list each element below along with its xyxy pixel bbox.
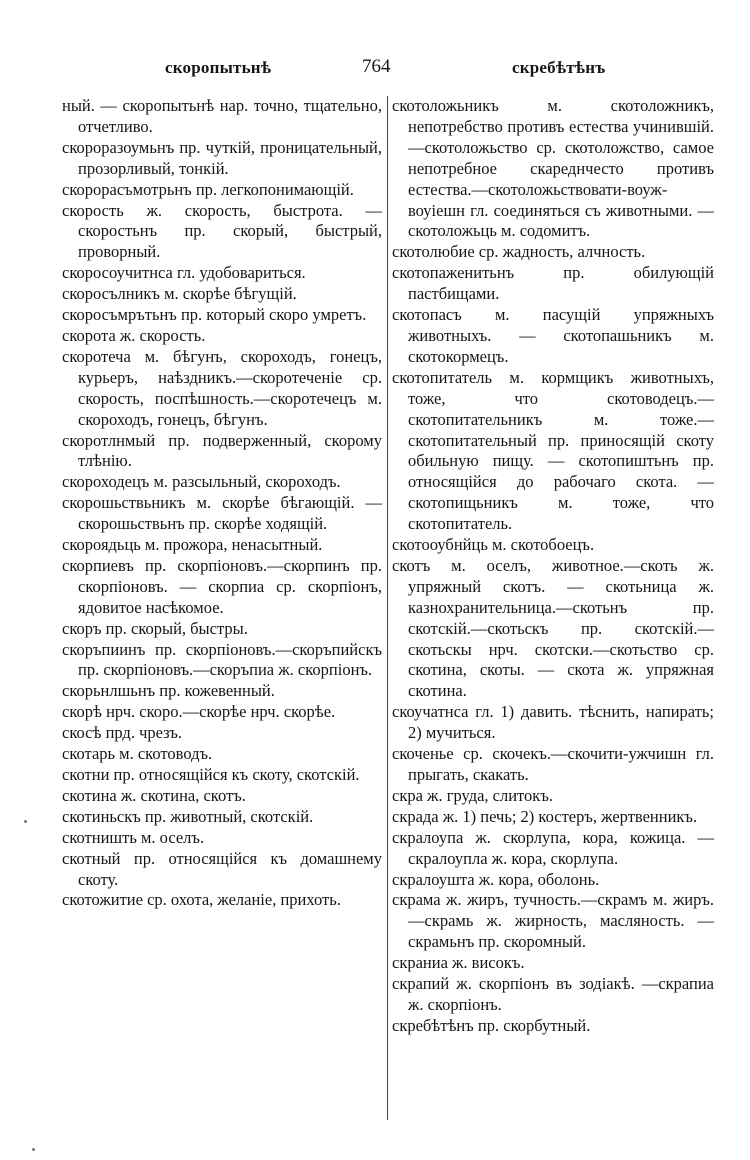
- dictionary-entry: скребѣтѣнъ пр. скорбутный.: [392, 1015, 591, 1035]
- dictionary-entry: скрама ж. жиръ, тучность.—скрамъ м. жиръ.—скрамь ж. жирность, масляность. — скрамьнъ пр. скоромный.: [392, 890, 714, 952]
- dictionary-entry: скороразоумьнъ пр. чуткій, проницательный, прозорливый, тонкій.: [62, 137, 382, 178]
- dictionary-entry: скотопитатель м. кормщикъ животныхъ, тоже, что скотоводецъ.—скотопитательникъ м. тоже.—скотопитательный пр. приносящій скоту обильную пищу. — скотопиштьнъ пр. относящійся до рабочаго скота. —скотопищьникъ м. тоже, что скотопитатель.: [392, 367, 714, 534]
- dictionary-entry: скоченье ср. скочекъ.—скочити-ужчишн гл. прыгать, скакать.: [392, 744, 714, 784]
- dictionary-entry: скороходецъ м. разсыльный, скороходъ.: [62, 472, 341, 492]
- right-column: [392, 96, 714, 1037]
- left-guide-word: скоропытьнѣ: [165, 58, 272, 77]
- dictionary-entry: скороядьць м. прожора, ненасытный.: [62, 535, 323, 555]
- dictionary-entry: ный. — скоропытьнѣ нар. точно, тщательно, отчетливо.: [62, 96, 382, 136]
- right-guide-word: скребѣтѣнъ: [512, 58, 606, 77]
- running-header: [0, 56, 750, 84]
- dictionary-entry: скотолюбие ср. жадность, алчность.: [392, 242, 646, 262]
- dictionary-entry: скоучатнса гл. 1) давить. тѣснить, напирать; 2) мучиться.: [392, 702, 714, 743]
- dictionary-entry: скоросъмрътьнъ пр. который скоро умретъ.: [62, 305, 367, 325]
- dictionary-entry: скотный пр. относящійся къ домашнему скоту.: [62, 848, 382, 889]
- dictionary-entry: скотопаженитьнъ пр. обилующій пастбищами.: [392, 263, 714, 304]
- dictionary-entry: скотожитие ср. охота, желаніе, прихоть.: [62, 890, 341, 910]
- dictionary-entry: скраниа ж. високъ.: [392, 953, 525, 973]
- dictionary-entry: скорѣ нрч. скоро.—скорѣе нрч. скорѣе.: [62, 702, 336, 722]
- dictionary-entry: скосѣ прд. чрезъ.: [62, 723, 183, 743]
- dictionary-entry: скралоупа ж. скорлупа, кора, кожица. —скралоупла ж. кора, скорлупа.: [392, 827, 714, 868]
- dictionary-entry: скорошьствьникъ м. скорѣе бѣгающій. — скорошьствьнъ пр. скорѣе ходящій.: [62, 493, 382, 534]
- dictionary-entry: скоротлнмый пр. подверженный, скорому тлѣнію.: [62, 430, 382, 471]
- left-column: [62, 96, 382, 911]
- dictionary-entry: скорорасъмотрьнъ пр. легкопонимающій.: [62, 179, 354, 199]
- dictionary-entry: скра ж. груда, слитокъ.: [392, 785, 553, 805]
- dictionary-entry: скралоушта ж. кора, оболонь.: [392, 869, 600, 889]
- dictionary-entry: скотиньскъ пр. животный, скотскій.: [62, 806, 314, 826]
- dictionary-entry: скоръпиинъ пр. скорпіоновъ.—скоръпийскъ пр. скорпіоновъ.—скоръпиа ж. скорпіонъ.: [62, 639, 382, 680]
- dictionary-entry: скотопасъ м. пасущій упряжныхъ животныхъ. — скотопашьникъ м. скотокормецъ.: [392, 305, 714, 366]
- dictionary-entry: скорость ж. скорость, быстрота. — скоростьнъ пр. скорый, быстрый, проворный.: [62, 200, 382, 262]
- page-number: 764: [362, 56, 391, 77]
- dictionary-entry: скоросоучитнса гл. удобовариться.: [62, 263, 306, 283]
- dictionary-entry: скорьнлшьнъ пр. кожевенный.: [62, 681, 275, 701]
- dictionary-entry: скотоложьникъ м. скотоложникъ, непотребство противъ естества учинившій.—скотоложьство ср. скотоложство, самое непотребное скареднчесто противъ естества.—скотоложьствовати-воуж-воуіешн гл. соединяться съ животными. — скотоложьць м. содомитъ.: [392, 96, 714, 241]
- dictionary-entry: скрада ж. 1) печь; 2) костеръ, жертвенникъ.: [392, 806, 698, 826]
- dictionary-entry: скотооубнйць м. скотобоецъ.: [392, 535, 595, 555]
- print-speck: [32, 1148, 35, 1151]
- print-speck: [24, 820, 27, 823]
- dictionary-entry: скоръ пр. скорый, быстры.: [62, 618, 248, 638]
- dictionary-entry: скотъ м. оселъ, животное.—скоть ж. упряжный скотъ. — скотьница ж. казнохранительница.—скотьнъ пр. скотскій.—скотьскъ пр. скотскій.—скотьскы нрч. скотски.—скотьство ср. скотина, скоты. — скота ж. упряжная скотина.: [392, 555, 714, 701]
- dictionary-entry: скотарь м. скотоводъ.: [62, 744, 213, 764]
- dictionary-entry: скотина ж. скотина, скотъ.: [62, 785, 246, 805]
- dictionary-entry: скрапий ж. скорпіонъ въ зодіакѣ. —скрапиа ж. скорпіонъ.: [392, 974, 714, 1014]
- dictionary-entry: скоротеча м. бѣгунъ, скороходъ, гонецъ, курьеръ, наѣздникъ.—скоротеченіе ср. скорость, поспѣшность.—скоротечецъ м. скороходъ, гонецъ, бѣгунъ.: [62, 346, 382, 429]
- column-divider: [387, 96, 388, 1120]
- dictionary-entry: скорпиевъ пр. скорпіоновъ.—скорпинъ пр. скорпіоновъ. — скорпиа ср. скорпіонъ, ядовитое насѣкомое.: [62, 555, 382, 617]
- dictionary-entry: скотни пр. относящійся къ скоту, скотскій.: [62, 765, 360, 784]
- dictionary-entry: скотништь м. оселъ.: [62, 827, 205, 847]
- dictionary-entry: скоросълникъ м. скорѣе бѣгущій.: [62, 284, 297, 304]
- dictionary-entry: скорота ж. скорость.: [62, 325, 206, 345]
